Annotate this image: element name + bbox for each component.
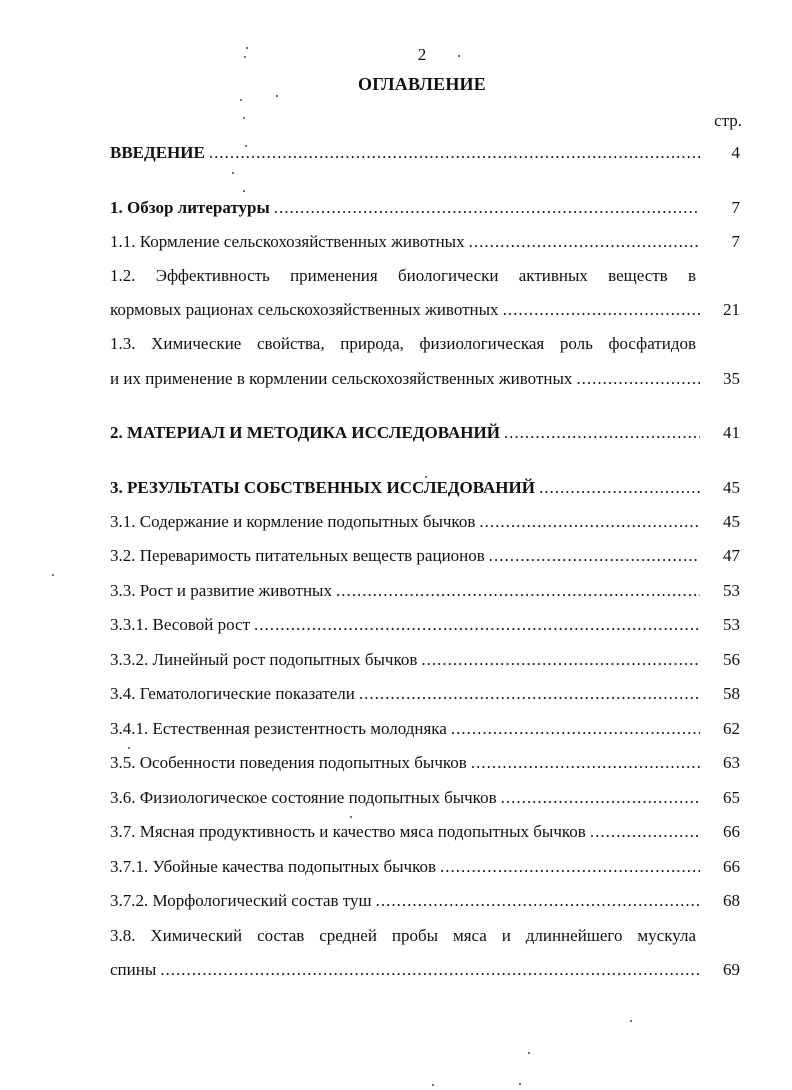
toc-entry-text: 3.3.1. Весовой рост bbox=[110, 615, 251, 634]
dot-leader bbox=[471, 753, 700, 773]
toc-entry-3-1[interactable] bbox=[110, 512, 740, 536]
dot-leader bbox=[336, 581, 700, 601]
dot-leader bbox=[576, 369, 700, 389]
toc-entry-3-7-2[interactable] bbox=[110, 891, 740, 915]
dot-leader bbox=[254, 615, 700, 635]
dot-leader bbox=[376, 891, 700, 911]
toc-entry-3-4[interactable] bbox=[110, 684, 740, 708]
toc-entry-page: 45 bbox=[723, 512, 740, 531]
scan-speck bbox=[232, 172, 234, 174]
toc-entry-1-3[interactable] bbox=[110, 369, 740, 393]
toc-entry-text: 1.1. Кормление сельскохозяйственных животных bbox=[110, 232, 465, 251]
toc-entry-text: ВВЕДЕНИЕ bbox=[110, 143, 205, 162]
toc-entry-text: 3.6. Физиологическое состояние подопытных бычков bbox=[110, 788, 497, 807]
toc-entry-page: 66 bbox=[723, 857, 740, 876]
toc-entry-page: 56 bbox=[723, 650, 740, 669]
toc-entry-3-7-1[interactable] bbox=[110, 857, 740, 881]
toc-entry-text: 3.3. Рост и развитие животных bbox=[110, 581, 332, 600]
dot-leader bbox=[469, 232, 700, 252]
toc-entry-text: и их применение в кормлении сельскохозяйственных животных bbox=[110, 369, 573, 388]
toc-entry-page: 53 bbox=[723, 615, 740, 634]
toc-entry-page: 7 bbox=[731, 198, 740, 217]
toc-entry-text: 3.5. Особенности поведения подопытных бычков bbox=[110, 753, 467, 772]
scan-speck bbox=[425, 476, 427, 478]
toc-entry-page: 68 bbox=[723, 891, 740, 910]
scan-speck bbox=[519, 1083, 521, 1085]
dot-leader bbox=[274, 198, 700, 218]
toc-entry-text: 2. МАТЕРИАЛ И МЕТОДИКА ИССЛЕДОВАНИЙ bbox=[110, 423, 500, 442]
dot-leader bbox=[451, 719, 700, 739]
scan-speck bbox=[245, 145, 247, 147]
page-title: ОГЛАВЛЕНИЕ bbox=[358, 74, 486, 94]
scan-speck bbox=[350, 816, 352, 818]
dot-leader bbox=[209, 143, 700, 163]
scan-speck bbox=[244, 56, 246, 58]
toc-entry-1-1[interactable] bbox=[110, 232, 740, 256]
toc-entry-text: 3.7.2. Морфологический состав туш bbox=[110, 891, 372, 910]
toc-entry-page: 69 bbox=[723, 960, 740, 979]
toc-entry-page: 62 bbox=[723, 719, 740, 738]
scan-speck bbox=[243, 190, 245, 192]
toc-entry-page: 58 bbox=[723, 684, 740, 703]
toc-entry-text: спины bbox=[110, 960, 157, 979]
dot-leader bbox=[590, 822, 700, 842]
toc-entry-2[interactable] bbox=[110, 423, 740, 447]
dot-leader bbox=[501, 788, 700, 808]
scan-speck bbox=[528, 1052, 530, 1054]
toc-entry-page: 65 bbox=[723, 788, 740, 807]
toc-entry-text: 3.3.2. Линейный рост подопытных бычков bbox=[110, 650, 418, 669]
dot-leader bbox=[359, 684, 700, 704]
toc-entry-3-8[interactable] bbox=[110, 960, 740, 984]
dot-leader bbox=[479, 512, 700, 532]
toc-entry-text: 3.1. Содержание и кормление подопытных бычков bbox=[110, 512, 476, 531]
toc-entry-3-4-1[interactable] bbox=[110, 719, 740, 743]
scan-speck bbox=[246, 47, 248, 49]
toc-entry-page: 21 bbox=[723, 300, 740, 319]
dot-leader bbox=[503, 300, 700, 320]
scan-speck bbox=[128, 747, 130, 749]
scan-speck bbox=[458, 55, 460, 57]
toc-entry-3-3-1[interactable] bbox=[110, 615, 740, 639]
toc-entry-page: 45 bbox=[723, 478, 740, 497]
toc-entry-text: 3.4. Гематологические показатели bbox=[110, 684, 355, 703]
toc-entry-page: 4 bbox=[731, 143, 740, 162]
scan-speck bbox=[630, 1020, 632, 1022]
dot-leader bbox=[160, 960, 700, 980]
dot-leader bbox=[539, 478, 700, 498]
page-number: 2 bbox=[417, 45, 427, 64]
toc-entry-text: 3. РЕЗУЛЬТАТЫ СОБСТВЕННЫХ ИССЛЕДОВАНИЙ bbox=[110, 478, 535, 497]
scan-speck bbox=[276, 95, 278, 97]
toc-entry-page: 41 bbox=[723, 423, 740, 442]
pages-column-header: стр. bbox=[714, 111, 742, 130]
toc-entry-text: 3.2. Переваримость питательных веществ рационов bbox=[110, 546, 485, 565]
scan-speck bbox=[432, 1084, 434, 1086]
dot-leader bbox=[440, 857, 700, 877]
toc-entry-3-5[interactable] bbox=[110, 753, 740, 777]
toc-entry-page: 53 bbox=[723, 581, 740, 600]
scan-speck bbox=[52, 574, 54, 576]
toc-entry-3-2[interactable] bbox=[110, 546, 740, 570]
toc-entry-page: 66 bbox=[723, 822, 740, 841]
toc-entry-1-2-line1[interactable]: 1.2. Эффективность применения биологически активных веществ в bbox=[110, 266, 696, 285]
toc-entry-page: 63 bbox=[723, 753, 740, 772]
toc-entry-text: 3.4.1. Естественная резистентность молодняка bbox=[110, 719, 447, 738]
toc-entry-text: 3.7.1. Убойные качества подопытных бычков bbox=[110, 857, 437, 876]
scan-speck bbox=[243, 117, 245, 119]
toc-entry-page: 35 bbox=[723, 369, 740, 388]
toc-entry-3-7[interactable] bbox=[110, 822, 740, 846]
dot-leader bbox=[504, 423, 700, 443]
dot-leader bbox=[421, 650, 700, 670]
toc-entry-1-3-line1[interactable]: 1.3. Химические свойства, природа, физиологическая роль фосфатидов bbox=[110, 334, 696, 353]
dot-leader bbox=[489, 546, 700, 566]
toc-entry-3-6[interactable] bbox=[110, 788, 740, 812]
scan-speck bbox=[240, 99, 242, 101]
toc-entry-1[interactable] bbox=[110, 198, 740, 222]
toc-entry-3-3[interactable] bbox=[110, 581, 740, 605]
toc-entry-text: 3.7. Мясная продуктивность и качество мяса подопытных бычков bbox=[110, 822, 586, 841]
toc-entry-text: 1. Обзор литературы bbox=[110, 198, 270, 217]
toc-entry-1-2[interactable] bbox=[110, 300, 740, 324]
toc-entry-text: кормовых рационах сельскохозяйственных животных bbox=[110, 300, 499, 319]
toc-entry-3-3-2[interactable] bbox=[110, 650, 740, 674]
toc-entry-3[interactable] bbox=[110, 478, 740, 502]
toc-entry-3-8-line1[interactable]: 3.8. Химический состав средней пробы мяса и длиннейшего мускула bbox=[110, 926, 696, 945]
toc-entry-introduction[interactable] bbox=[110, 143, 740, 167]
toc-entry-page: 47 bbox=[723, 546, 740, 565]
toc-entry-page: 7 bbox=[731, 232, 740, 251]
